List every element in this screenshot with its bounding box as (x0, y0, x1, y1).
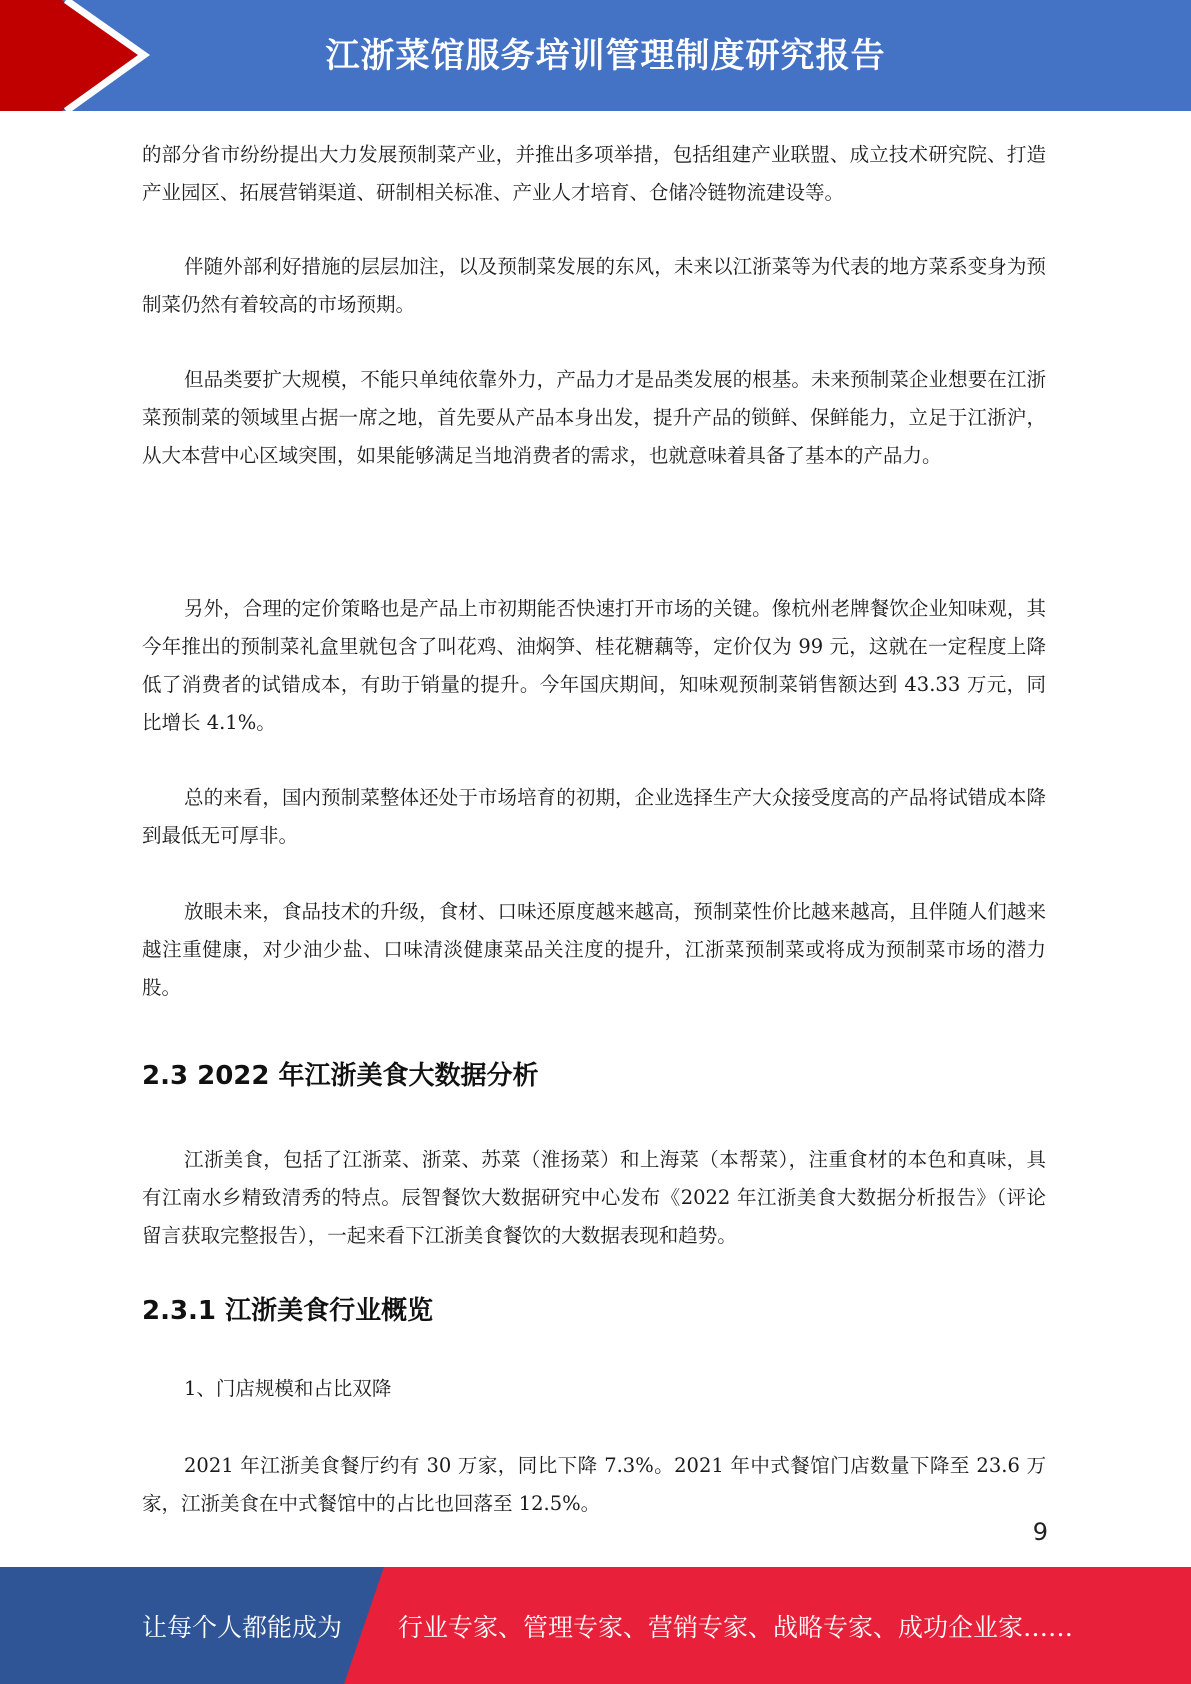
page-footer (0, 1567, 1191, 1684)
paragraph-5: 总的来看，国内预制菜整体还处于市场培育的初期，企业选择生产大众接受度高的产品将试错成本降到最低无可厚非。 (142, 786, 1046, 847)
page-header (0, 0, 1191, 111)
footer-slogan-right: 行业专家、管理专家、营销专家、战略专家、成功企业家…… (398, 1612, 1074, 1642)
subsection-body: 2021 年江浙美食餐厅约有 30 万家，同比下降 7.3%。2021 年中式餐馆门店数量下降至 23.6 万家，江浙美食在中式餐馆中的占比也回落至 12.5%。 (142, 1454, 1046, 1515)
footer-slogan-left: 让每个人都能成为 (142, 1612, 343, 1642)
paragraph-6: 放眼未来，食品技术的升级，食材、口味还原度越来越高，预制菜性价比越来越高，且伴随人们越来越注重健康，对少油少盐、口味清淡健康菜品关注度的提升，江浙菜预制菜或将成为预制菜市场的潜力股。 (142, 900, 1046, 999)
list-item: 1、门店规模和占比双降 (184, 1377, 392, 1400)
subsection-heading: 2.3.1 江浙美食行业概览 (142, 1296, 434, 1326)
page-number: 9 (1032, 1518, 1048, 1546)
paragraph-1: 的部分省市纷纷提出大力发展预制菜产业，并推出多项举措，包括组建产业联盟、成立技术研究院、打造产业园区、拓展营销渠道、研制相关标准、产业人才培育、仓储冷链物流建设等。 (142, 143, 1046, 204)
paragraph-4: 另外，合理的定价策略也是产品上市初期能否快速打开市场的关键。像杭州老牌餐饮企业知味观，其今年推出的预制菜礼盒里就包含了叫花鸡、油焖笋、桂花糖藕等，定价仅为 99 元，这就在一定程度上降低了消费者的试错成本，有助于销量的提升。今年国庆期间，知味观预制菜销售额达到 43.33 万元，同比增长 4.1%。 (142, 597, 1046, 734)
section-heading: 2.3 2022 年江浙美食大数据分析 (142, 1061, 539, 1091)
paragraph-3: 但品类要扩大规模，不能只单纯依靠外力，产品力才是品类发展的根基。未来预制菜企业想要在江浙菜预制菜的领域里占据一席之地，首先要从产品本身出发，提升产品的锁鲜、保鲜能力，立足于江浙沪，从大本营中心区域突围，如果能够满足当地消费者的需求，也就意味着具备了基本的产品力。 (142, 368, 1046, 467)
section-intro: 江浙美食，包括了江浙菜、浙菜、苏菜（淮扬菜）和上海菜（本帮菜），注重食材的本色和真味，具有江南水乡精致清秀的特点。辰智餐饮大数据研究中心发布《2022 年江浙美食大数据分析报告》（评论留言获取完整报告），一起来看下江浙美食餐饮的大数据表现和趋势。 (142, 1148, 1046, 1247)
paragraph-2: 伴随外部利好措施的层层加注，以及预制菜发展的东风，未来以江浙菜等为代表的地方菜系变身为预制菜仍然有着较高的市场预期。 (142, 255, 1046, 316)
document-title: 江浙菜馆服务培训管理制度研究报告 (325, 35, 886, 76)
